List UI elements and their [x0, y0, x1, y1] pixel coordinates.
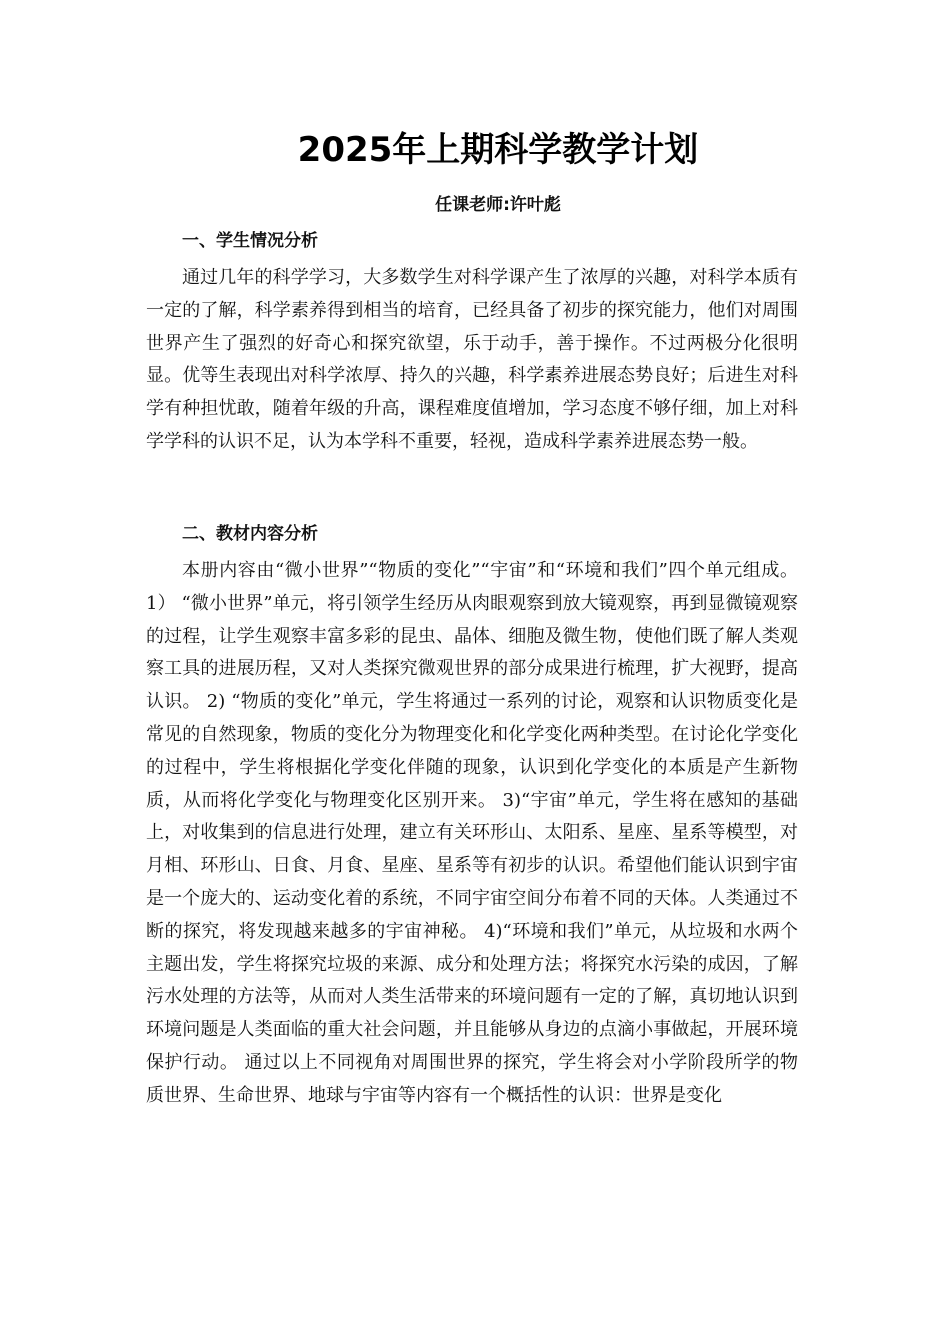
section-heading-student-analysis: 一、学生情况分析 [182, 231, 318, 251]
document-title: 2025年上期科学教学计划 [297, 130, 699, 170]
teacher-name: 任课老师:许叶彪 [435, 195, 561, 215]
section-paragraph-student-analysis: 通过几年的科学学习，大多数学生对科学课产生了浓厚的兴趣，对科学本质有一定的了解，科学素养得到相当的培育，已经具备了初步的探究能力，他们对周围世界产生了强烈的好奇心和探究欲望，乐于动手，善于操作。不过两极分化很明显。优等生表现出对科学浓厚、持久的兴趣，科学素养进展态势良好；后进生对科学有种担忧敢，随着年级的升高，课程难度值增加，学习态度不够仔细，加上对科学学科的认识不足，认为本学科不重要，轻视，造成科学素养进展态势一般。 [146, 267, 798, 452]
section-heading-textbook-analysis: 二、教材内容分析 [182, 524, 318, 544]
section-paragraph-textbook-analysis: 本册内容由“微小世界”“物质的变化”“宇宙”和“环境和我们”四个单元组成。1） “微小世界”单元，将引领学生经历从肉眼观察到放大镜观察，再到显微镜观察的过程，让学生观察丰富多彩的昆虫、晶体、细胞及微生物，使他们既了解人类观察工具的进展历程，又对人类探究微观世界的部分成果进行梳理，扩大视野，提高认识。 2) “物质的变化”单元，学生将通过一系列的讨论，观察和认识物质变化是常见的自然现象，物质的变化分为物理变化和化学变化两种类型。在讨论化学变化的过程中，学生将根据化学变化伴随的现象，认识到化学变化的本质是产生新物质，从而将化学变化与物理变化区别开来。 3)“宇宙”单元，学生将在感知的基础上，对收集到的信息进行处理，建立有关环形山、太阳系、星座、星系等模型，对月相、环形山、日食、月食、星座、星系等有初步的认识。希望他们能认识到宇宙是一个庞大的、运动变化着的系统，不同宇宙空间分布着不同的天体。人类通过不断的探究，将发现越来越多的宇宙神秘。 4)“环境和我们”单元，从垃圾和水两个主题出发，学生将探究垃圾的来源、成分和处理方法；将探究水污染的成因，了解污水处理的方法等，从而对人类生活带来的环境问题有一定的了解，真切地认识到环境问题是人类面临的重大社会问题，并且能够从身边的点滴小事做起，开展环境保护行动。 通过以上不同视角对周围世界的探究，学生将会对小学阶段所学的物质世界、生命世界、地球与宇宙等内容有一个概括性的认识：世界是变化 [146, 560, 798, 1106]
